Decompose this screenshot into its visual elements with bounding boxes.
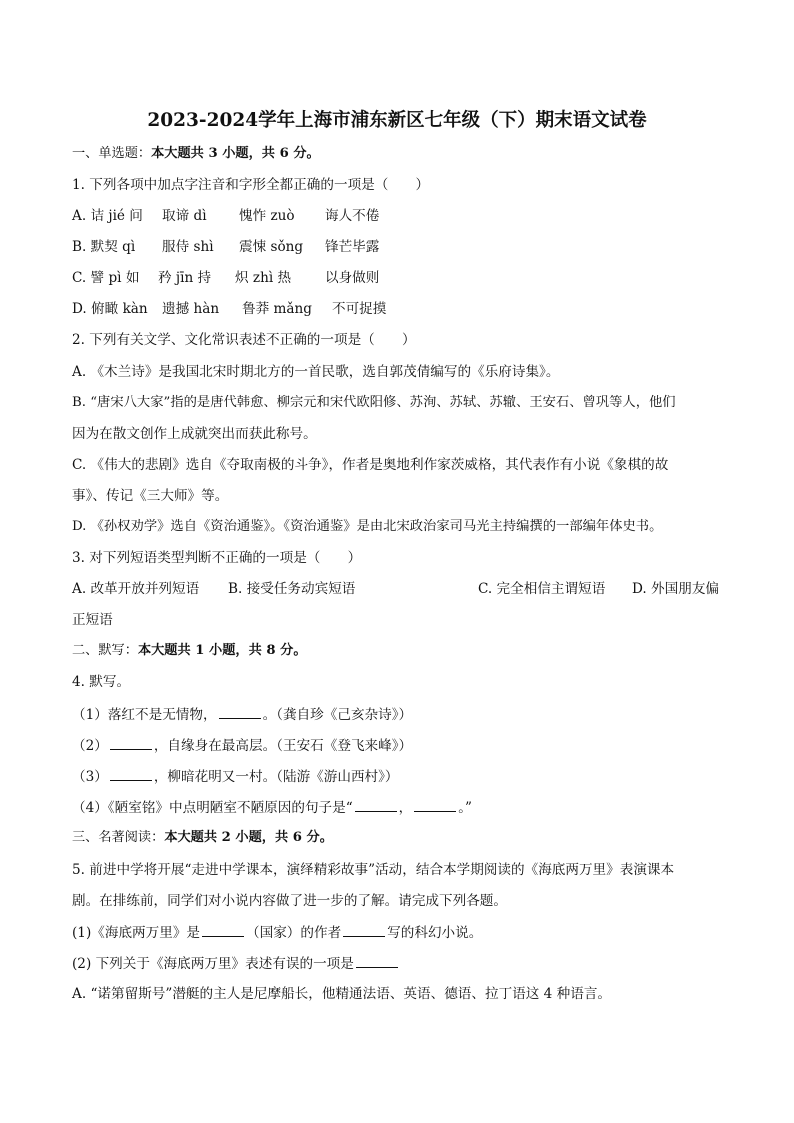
question-2-option-a: A. 《木兰诗》是我国北宋时期北方的一首民歌，选自郭茂倩编写的《乐府诗集》。 [72, 364, 560, 380]
question-1-option-a [72, 207, 379, 225]
question-1-option-b [72, 238, 379, 256]
option-part: 服侍 shì [162, 239, 214, 255]
item-text: (2) 下列关于《海底两万里》表述有误的一项是 [72, 956, 354, 972]
answer-blank[interactable] [110, 767, 152, 781]
question-2-option-d: D. 《孙权劝学》选自《资治通鉴》。《资治通鉴》是由北宋政治家司马光主持编撰的一部编年体史书。 [72, 519, 663, 534]
answer-blank[interactable] [414, 798, 456, 812]
question-5-part-2 [72, 954, 400, 973]
section-label: 二、默写： [72, 643, 138, 658]
dictation-item-4 [72, 798, 472, 817]
option-b: B. 接受任务动宾短语 [228, 581, 356, 597]
option-part: D. 俯瞰 kàn [72, 301, 148, 317]
section-desc: 本大题共 1 小题，共 8 分。 [137, 643, 307, 658]
item-text: （1）落红不是无情物， [72, 707, 217, 723]
item-text: 。（龚自珍《己亥杂诗》） [262, 707, 413, 723]
dictation-item-3 [72, 767, 399, 786]
question-2-stem: 2. 下列有关文学、文化常识表述不正确的一项是（ ） [72, 332, 416, 348]
item-text: 。” [458, 800, 473, 816]
item-text: 写的科幻小说。 [387, 925, 483, 941]
answer-blank[interactable] [219, 705, 261, 719]
item-text: （2） [72, 738, 108, 754]
option-d: D. 外国朋友偏 [632, 581, 720, 597]
answer-blank[interactable] [355, 798, 397, 812]
question-5-stem-line2: 剧。在排练前，同学们对小说内容做了进一步的了解。请完成下列各题。 [72, 893, 507, 909]
item-text: ，自缘身在最高层。（王安石《登飞来峰》） [153, 738, 413, 754]
answer-blank[interactable] [356, 954, 398, 968]
answer-blank[interactable] [343, 923, 385, 937]
question-1-option-d [72, 300, 386, 318]
option-part: 遗撼 hàn [162, 301, 220, 317]
question-2-option-b-line1: B. “唐宋八大家”指的是唐代韩愈、柳宗元和宋代欧阳修、苏洵、苏轼、苏辙、王安石、曾巩等人，他们 [72, 395, 676, 410]
page-title: 2023-2024学年上海市浦东新区七年级（下）期末语文试卷 [147, 110, 647, 131]
question-5-option-a: A. “诺第留斯号”潜艇的主人是尼摩船长，他精通法语、英语、德语、拉丁语这 4 种语言。 [72, 986, 612, 1002]
option-part: 不可捉摸 [332, 301, 387, 317]
option-part: C. 譬 pì 如 [72, 270, 140, 286]
option-part: A. 诘 jié 问 [72, 208, 143, 224]
item-text: ， [398, 800, 413, 816]
item-text: （3） [72, 769, 108, 785]
section-heading-2 [72, 642, 307, 660]
option-part: 取谛 dì [162, 208, 207, 224]
question-5-part-1 [72, 923, 482, 942]
question-3-options [72, 580, 719, 598]
question-1-stem: 1. 下列各项中加点字注音和字形全都正确的一项是（ ） [72, 177, 430, 193]
section-label: 三、名著阅读： [72, 830, 165, 845]
question-2-option-b-line2: 因为在散文创作上成就突出而获此称号。 [72, 426, 317, 442]
question-2-option-c-line1: C. 《伟大的悲剧》选自《夺取南极的斗争》，作者是奥地利作家茨威格，其代表作有小说《象棋的故 [72, 457, 669, 473]
answer-blank[interactable] [110, 736, 152, 750]
section-label: 一、单选题： [72, 146, 152, 161]
option-part: 震悚 sǒng [239, 239, 304, 255]
item-text: （国家）的作者 [246, 925, 342, 941]
option-part: 愧怍 zuò [239, 208, 295, 224]
dictation-item-1 [72, 705, 412, 724]
section-heading-3 [72, 829, 333, 847]
option-c: C. 完全相信主谓短语 [478, 581, 606, 597]
option-part: 诲人不倦 [325, 208, 380, 224]
option-part: 锋芒毕露 [325, 239, 380, 255]
option-part: 炽 zhì 热 [235, 270, 292, 286]
question-2-option-c-line2: 事》、传记《三大师》等。 [72, 488, 229, 504]
question-1-option-c [72, 269, 379, 287]
option-part: B. 默契 qì [72, 239, 136, 255]
section-desc: 本大题共 2 小题，共 6 分。 [164, 830, 333, 845]
question-5-stem-line1: 5. 前进中学将开展“走进中学课本，演绎精彩故事”活动，结合本学期阅读的《海底两万里》表演课本 [72, 862, 675, 878]
question-3-stem: 3. 对下列短语类型判断不正确的一项是（ ） [72, 550, 362, 566]
dictation-item-2 [72, 736, 412, 755]
option-part: 以身做则 [325, 270, 380, 286]
option-part: 矜 jīn 持 [158, 270, 212, 286]
option-part: 鲁莽 mǎng [242, 301, 312, 317]
item-text: （4）《陋室铭》中点明陋室不陋原因的句子是“ [72, 800, 353, 816]
item-text: ，柳暗花明又一村。（陆游《游山西村》） [153, 769, 399, 785]
option-a: A. 改革开放并列短语 [72, 581, 200, 597]
question-3-option-d-cont: 正短语 [72, 612, 113, 628]
section-desc: 本大题共 3 小题，共 6 分。 [151, 146, 320, 161]
item-text: (1)《海底两万里》是 [72, 925, 201, 941]
section-heading-1 [72, 145, 320, 163]
answer-blank[interactable] [202, 923, 244, 937]
question-4-stem: 4. 默写。 [72, 674, 131, 690]
